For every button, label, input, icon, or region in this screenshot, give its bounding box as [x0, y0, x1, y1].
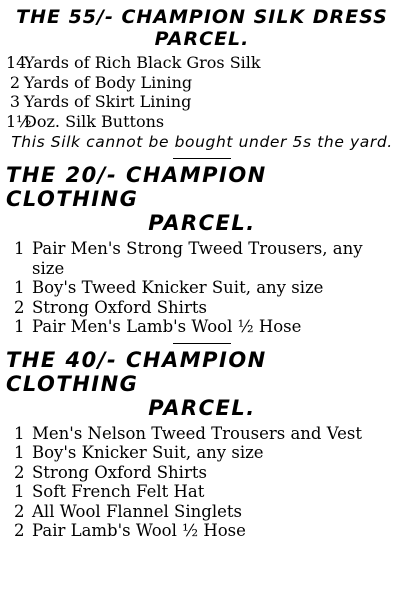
section-title	[6, 6, 398, 50]
section-note: This Silk cannot be bought under 5s the yard.	[11, 133, 393, 151]
item-quantity: 1	[14, 317, 25, 336]
item-quantity: 2	[14, 521, 25, 540]
divider	[173, 343, 231, 344]
item-description: Doz. Silk Buttons	[24, 111, 165, 131]
list-item	[14, 424, 398, 444]
item-quantity: 1½	[6, 111, 32, 131]
list-item	[14, 239, 398, 278]
item-description: Strong Oxford Shirts	[32, 462, 207, 482]
list-item	[14, 443, 398, 463]
item-quantity: 3	[9, 92, 21, 111]
list-item	[14, 463, 398, 483]
item-list	[6, 239, 398, 337]
item-quantity: 2	[14, 462, 25, 482]
item-quantity: 2	[9, 72, 21, 92]
silk-dress-parcel-section	[6, 6, 398, 152]
item-description: Strong Oxford Shirts	[32, 297, 207, 317]
item-description: Soft French Felt Hat	[32, 482, 205, 501]
item-quantity: 1	[14, 278, 25, 297]
item-quantity: 1	[14, 443, 25, 462]
item-description: Yards of Body Lining	[24, 72, 193, 92]
item-description: Yards of Rich Black Gros Silk	[24, 53, 261, 72]
list-item	[14, 482, 398, 502]
item-description: Men's Nelson Tweed Trousers and Vest	[32, 423, 362, 443]
section-title-line2: PARCEL.	[148, 395, 256, 420]
item-list	[6, 53, 398, 131]
section-title-line2: PARCEL.	[154, 28, 250, 50]
item-quantity: 2	[14, 501, 25, 521]
item-quantity: 2	[14, 297, 25, 317]
item-quantity: 14	[6, 53, 27, 72]
item-quantity: 1	[14, 482, 25, 501]
item-description: Boy's Tweed Knicker Suit, any size	[32, 278, 324, 297]
section-title	[6, 348, 398, 420]
clothing-parcel-20-section	[6, 163, 398, 337]
section-title-line2: PARCEL.	[148, 211, 256, 235]
item-description: Pair Men's Strong Tweed Trousers, any size	[32, 239, 363, 278]
list-item	[6, 92, 398, 112]
item-list	[6, 424, 398, 541]
item-description: Pair Lamb's Wool ½ Hose	[32, 521, 246, 540]
item-description: Boy's Knicker Suit, any size	[32, 443, 264, 462]
section-title-line1: THE 20/- CHAMPION CLOTHING	[6, 163, 267, 211]
list-item	[14, 502, 398, 522]
clothing-parcel-40-section	[6, 348, 398, 541]
item-quantity: 1	[14, 239, 25, 258]
item-description: Yards of Skirt Lining	[24, 92, 192, 111]
item-quantity: 1	[14, 423, 25, 443]
list-item	[14, 298, 398, 318]
section-title	[6, 163, 398, 235]
list-item	[6, 53, 398, 73]
list-item	[6, 73, 398, 93]
divider	[173, 158, 231, 159]
list-item	[14, 317, 398, 337]
section-title-line1: THE 40/- CHAMPION CLOTHING	[6, 347, 267, 396]
item-description: Pair Men's Lamb's Wool ½ Hose	[32, 317, 302, 336]
list-item	[14, 278, 398, 298]
item-description: All Wool Flannel Singlets	[32, 501, 242, 521]
section-title-line1: THE 55/- CHAMPION SILK DRESS	[16, 6, 388, 28]
list-item	[14, 521, 398, 541]
list-item	[6, 112, 398, 132]
